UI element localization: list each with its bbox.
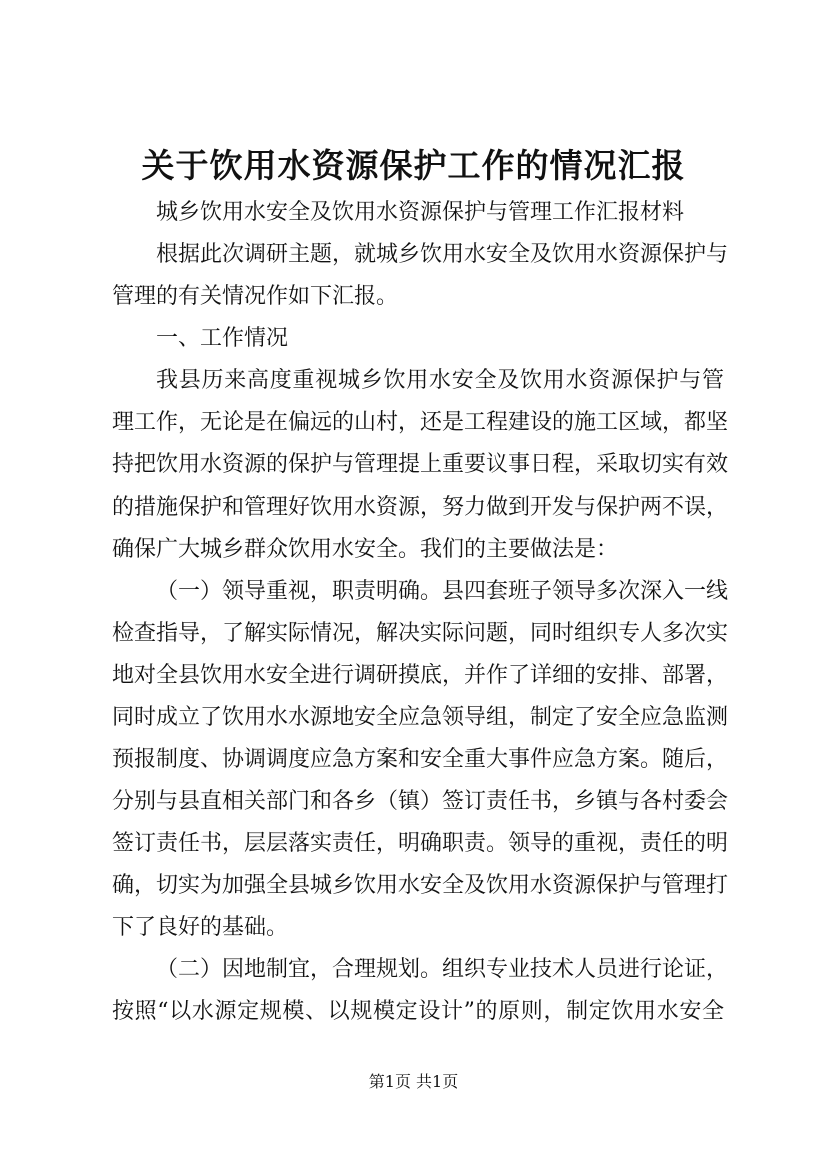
paragraph-line: 下了良好的基础。: [112, 915, 289, 940]
paragraph-line: 同时成立了饮用水水源地安全应急领导组，制定了安全应急监测: [112, 705, 729, 730]
subtitle-line: 城乡饮用水安全及饮用水资源保护与管理工作汇报材料: [156, 200, 685, 225]
paragraph-line: 分别与县直相关部门和各乡（镇）签订责任书，乡镇与各村委会: [112, 789, 729, 814]
paragraph-line: 根据此次调研主题，就城乡饮用水安全及饮用水资源保护与: [156, 242, 729, 267]
paragraph-line: 的措施保护和管理好饮用水资源，努力做到开发与保护两不误，: [112, 495, 729, 520]
paragraph-line: 按照“以水源定规模、以规模定设计”的原则，制定饮用水安全: [112, 999, 724, 1024]
paragraph-line: 管理的有关情况作如下汇报。: [112, 284, 399, 309]
paragraph-line: 我县历来高度重视城乡饮用水安全及饮用水资源保护与管: [156, 368, 724, 393]
paragraph-line: 预报制度、协调调度应急方案和安全重大事件应急方案。随后，: [112, 747, 729, 772]
paragraph-line: 地对全县饮用水安全进行调研摸底，并作了详细的安排、部署，: [112, 663, 729, 688]
paragraph-line: 确保广大城乡群众饮用水安全。我们的主要做法是：: [112, 537, 619, 562]
paragraph-line: 签订责任书，层层落实责任，明确职责。领导的重视，责任的明: [112, 831, 729, 856]
paragraph-line: 确，切实为加强全县城乡饮用水安全及饮用水资源保护与管理打: [112, 873, 729, 898]
paragraph-line: 检查指导，了解实际情况，解决实际问题，同时组织专人多次实: [112, 621, 729, 646]
document-title: 关于饮用水资源保护工作的情况汇报: [141, 146, 686, 185]
paragraph-line: 持把饮用水资源的保护与管理提上重要议事日程，采取切实有效: [112, 452, 729, 477]
paragraph-line: （二）因地制宜，合理规划。组织专业技术人员进行论证，: [156, 957, 729, 982]
page-footer: 第1页 共1页: [368, 1072, 459, 1091]
paragraph-line: 理工作，无论是在偏远的山村，还是工程建设的施工区域，都坚: [112, 410, 729, 435]
paragraph-line: （一）领导重视，职责明确。县四套班子领导多次深入一线: [156, 579, 729, 604]
section-heading: 一、工作情况: [156, 326, 289, 351]
